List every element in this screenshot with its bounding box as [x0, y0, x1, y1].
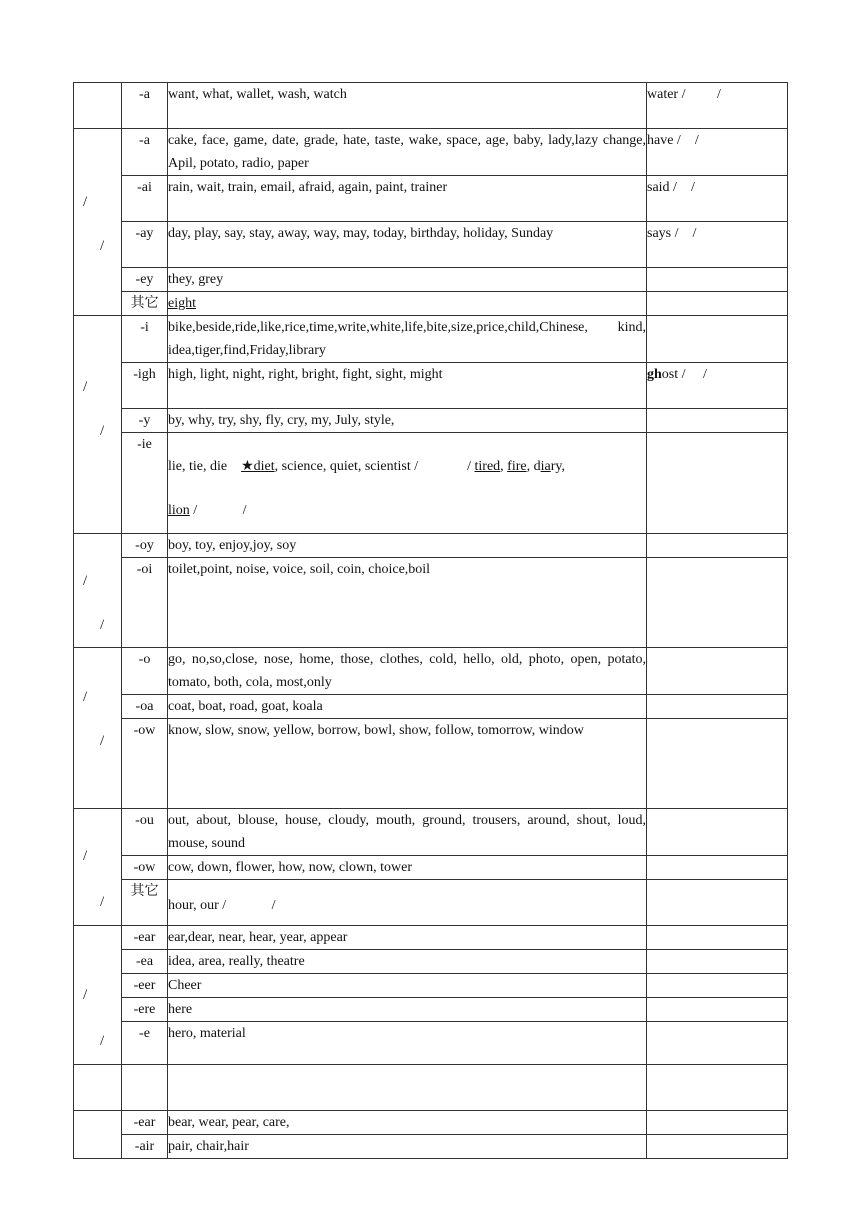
words-cell: know, slow, snow, yellow, borrow, bowl, show, follow, tomorrow, window	[168, 719, 647, 809]
spelling-cell: -e	[122, 1022, 168, 1065]
example-cell	[647, 856, 788, 880]
words-cell	[168, 433, 647, 534]
words-cell: rain, wait, train, email, afraid, again, paint, trainer	[168, 176, 647, 222]
words-cell: hero, material	[168, 1022, 647, 1065]
spelling-cell	[122, 1065, 168, 1111]
spelling-cell: -ai	[122, 176, 168, 222]
slash-mark: /	[83, 987, 88, 1003]
example-cell	[647, 558, 788, 648]
spelling-cell: -a	[122, 129, 168, 176]
words-cell: here	[168, 998, 647, 1022]
word: ry,	[550, 459, 565, 474]
example-cell	[647, 648, 788, 695]
word: ,	[500, 459, 508, 474]
phonics-table	[73, 82, 788, 1159]
slash-mark: /	[83, 848, 88, 864]
sound-symbol-cell	[74, 809, 122, 926]
words-cell: toilet,point, noise, voice, soil, coin, choice,boil	[168, 558, 647, 648]
slash-mark: /	[83, 689, 88, 705]
sound-symbol-cell	[74, 1065, 122, 1111]
slash-mark: /	[100, 1033, 105, 1049]
spelling-cell: -ear	[122, 1111, 168, 1135]
word: /	[242, 503, 247, 518]
example-cell	[647, 926, 788, 950]
example-cell	[647, 316, 788, 363]
words-cell: idea, area, really, theatre	[168, 950, 647, 974]
spelling-cell: -y	[122, 409, 168, 433]
slash-mark: /	[100, 423, 105, 439]
spelling-cell: -ea	[122, 950, 168, 974]
word: lie, tie, die	[168, 459, 228, 474]
spelling-cell: -ay	[122, 222, 168, 268]
words-cell: cow, down, flower, how, now, clown, tower	[168, 856, 647, 880]
slash-mark: /	[100, 733, 105, 749]
slash-mark: /	[83, 194, 88, 210]
example-cell	[647, 433, 788, 534]
words-cell: by, why, try, shy, fly, cry, my, July, style,	[168, 409, 647, 433]
example-cell	[647, 695, 788, 719]
slash-mark: /	[83, 379, 88, 395]
spelling-cell: -o	[122, 648, 168, 695]
words-cell: eight	[168, 292, 647, 316]
sound-symbol-cell	[74, 83, 122, 129]
example-cell: water / /	[647, 83, 788, 129]
sound-symbol-cell	[74, 648, 122, 809]
example-cell	[647, 950, 788, 974]
word-underlined: tired	[474, 459, 501, 474]
words-cell: ear,dear, near, hear, year, appear	[168, 926, 647, 950]
spelling-cell: -i	[122, 316, 168, 363]
spelling-cell: -oi	[122, 558, 168, 648]
sound-symbol-cell	[74, 926, 122, 1065]
words-cell: Cheer	[168, 974, 647, 998]
example-cell	[647, 1065, 788, 1111]
example-cell: says / /	[647, 222, 788, 268]
word: , d	[526, 459, 541, 474]
spelling-cell: -a	[122, 83, 168, 129]
example-rest: ost / /	[661, 367, 707, 382]
sound-symbol-cell	[74, 129, 122, 316]
slash-mark: /	[100, 617, 105, 633]
word: /	[271, 898, 276, 913]
slash-mark: /	[100, 238, 105, 254]
words-cell: high, light, night, right, bright, fight, sight, might	[168, 363, 647, 409]
word: hour, our /	[168, 898, 227, 913]
spelling-cell: -ow	[122, 856, 168, 880]
spelling-cell: -ey	[122, 268, 168, 292]
word-underlined: ia	[540, 459, 551, 474]
sound-symbol-cell	[74, 316, 122, 534]
slash-mark: /	[83, 573, 88, 589]
word-underlined: lion	[168, 503, 190, 518]
example-cell	[647, 363, 788, 409]
words-cell: bike,beside,ride,like,rice,time,write,white,life,bite,size,price,child,Chinese, kind, idea,tiger,find,Friday,library	[168, 316, 647, 363]
example-cell	[647, 1135, 788, 1159]
words-cell	[168, 1065, 647, 1111]
spelling-cell: -ow	[122, 719, 168, 809]
example-cell	[647, 998, 788, 1022]
example-cell	[647, 880, 788, 926]
example-cell	[647, 1111, 788, 1135]
example-cell	[647, 534, 788, 558]
spelling-cell: -igh	[122, 363, 168, 409]
word-underlined: ★diet	[241, 459, 275, 474]
spelling-cell: -air	[122, 1135, 168, 1159]
spelling-cell: -eer	[122, 974, 168, 998]
words-cell: boy, toy, enjoy,joy, soy	[168, 534, 647, 558]
word: , science, quiet, scientist /	[274, 459, 419, 474]
example-cell: have / /	[647, 129, 788, 176]
example-cell	[647, 292, 788, 316]
example-cell	[647, 809, 788, 856]
words-cell	[168, 880, 647, 926]
spelling-cell: -oa	[122, 695, 168, 719]
words-cell: pair, chair,hair	[168, 1135, 647, 1159]
example-bold: gh	[647, 367, 662, 382]
words-cell: coat, boat, road, goat, koala	[168, 695, 647, 719]
word-underlined: fire	[507, 459, 527, 474]
sound-symbol-cell	[74, 534, 122, 648]
words-cell: go, no,so,close, nose, home, those, clothes, cold, hello, old, photo, open, potato, tomato, both, cola, most,only	[168, 648, 647, 695]
example-cell	[647, 409, 788, 433]
slash-mark: /	[100, 894, 105, 910]
example-cell	[647, 1022, 788, 1065]
words-cell: day, play, say, stay, away, way, may, today, birthday, holiday, Sunday	[168, 222, 647, 268]
sound-symbol-cell	[74, 1111, 122, 1159]
words-cell: bear, wear, pear, care,	[168, 1111, 647, 1135]
word: /	[467, 459, 475, 474]
word: /	[189, 503, 198, 518]
spelling-cell: 其它	[122, 880, 168, 926]
words-cell: they, grey	[168, 268, 647, 292]
spelling-cell: -oy	[122, 534, 168, 558]
spelling-cell: -ear	[122, 926, 168, 950]
spelling-cell: -ere	[122, 998, 168, 1022]
words-cell: want, what, wallet, wash, watch	[168, 83, 647, 129]
spelling-cell: -ie	[122, 433, 168, 534]
example-cell: said / /	[647, 176, 788, 222]
example-cell	[647, 719, 788, 809]
spelling-cell: -ou	[122, 809, 168, 856]
example-cell	[647, 268, 788, 292]
words-cell: cake, face, game, date, grade, hate, taste, wake, space, age, baby, lady,lazy change, Apil, potato, radio, paper	[168, 129, 647, 176]
example-cell	[647, 974, 788, 998]
words-cell: out, about, blouse, house, cloudy, mouth, ground, trousers, around, shout, loud, mouse, sound	[168, 809, 647, 856]
spelling-cell: 其它	[122, 292, 168, 316]
